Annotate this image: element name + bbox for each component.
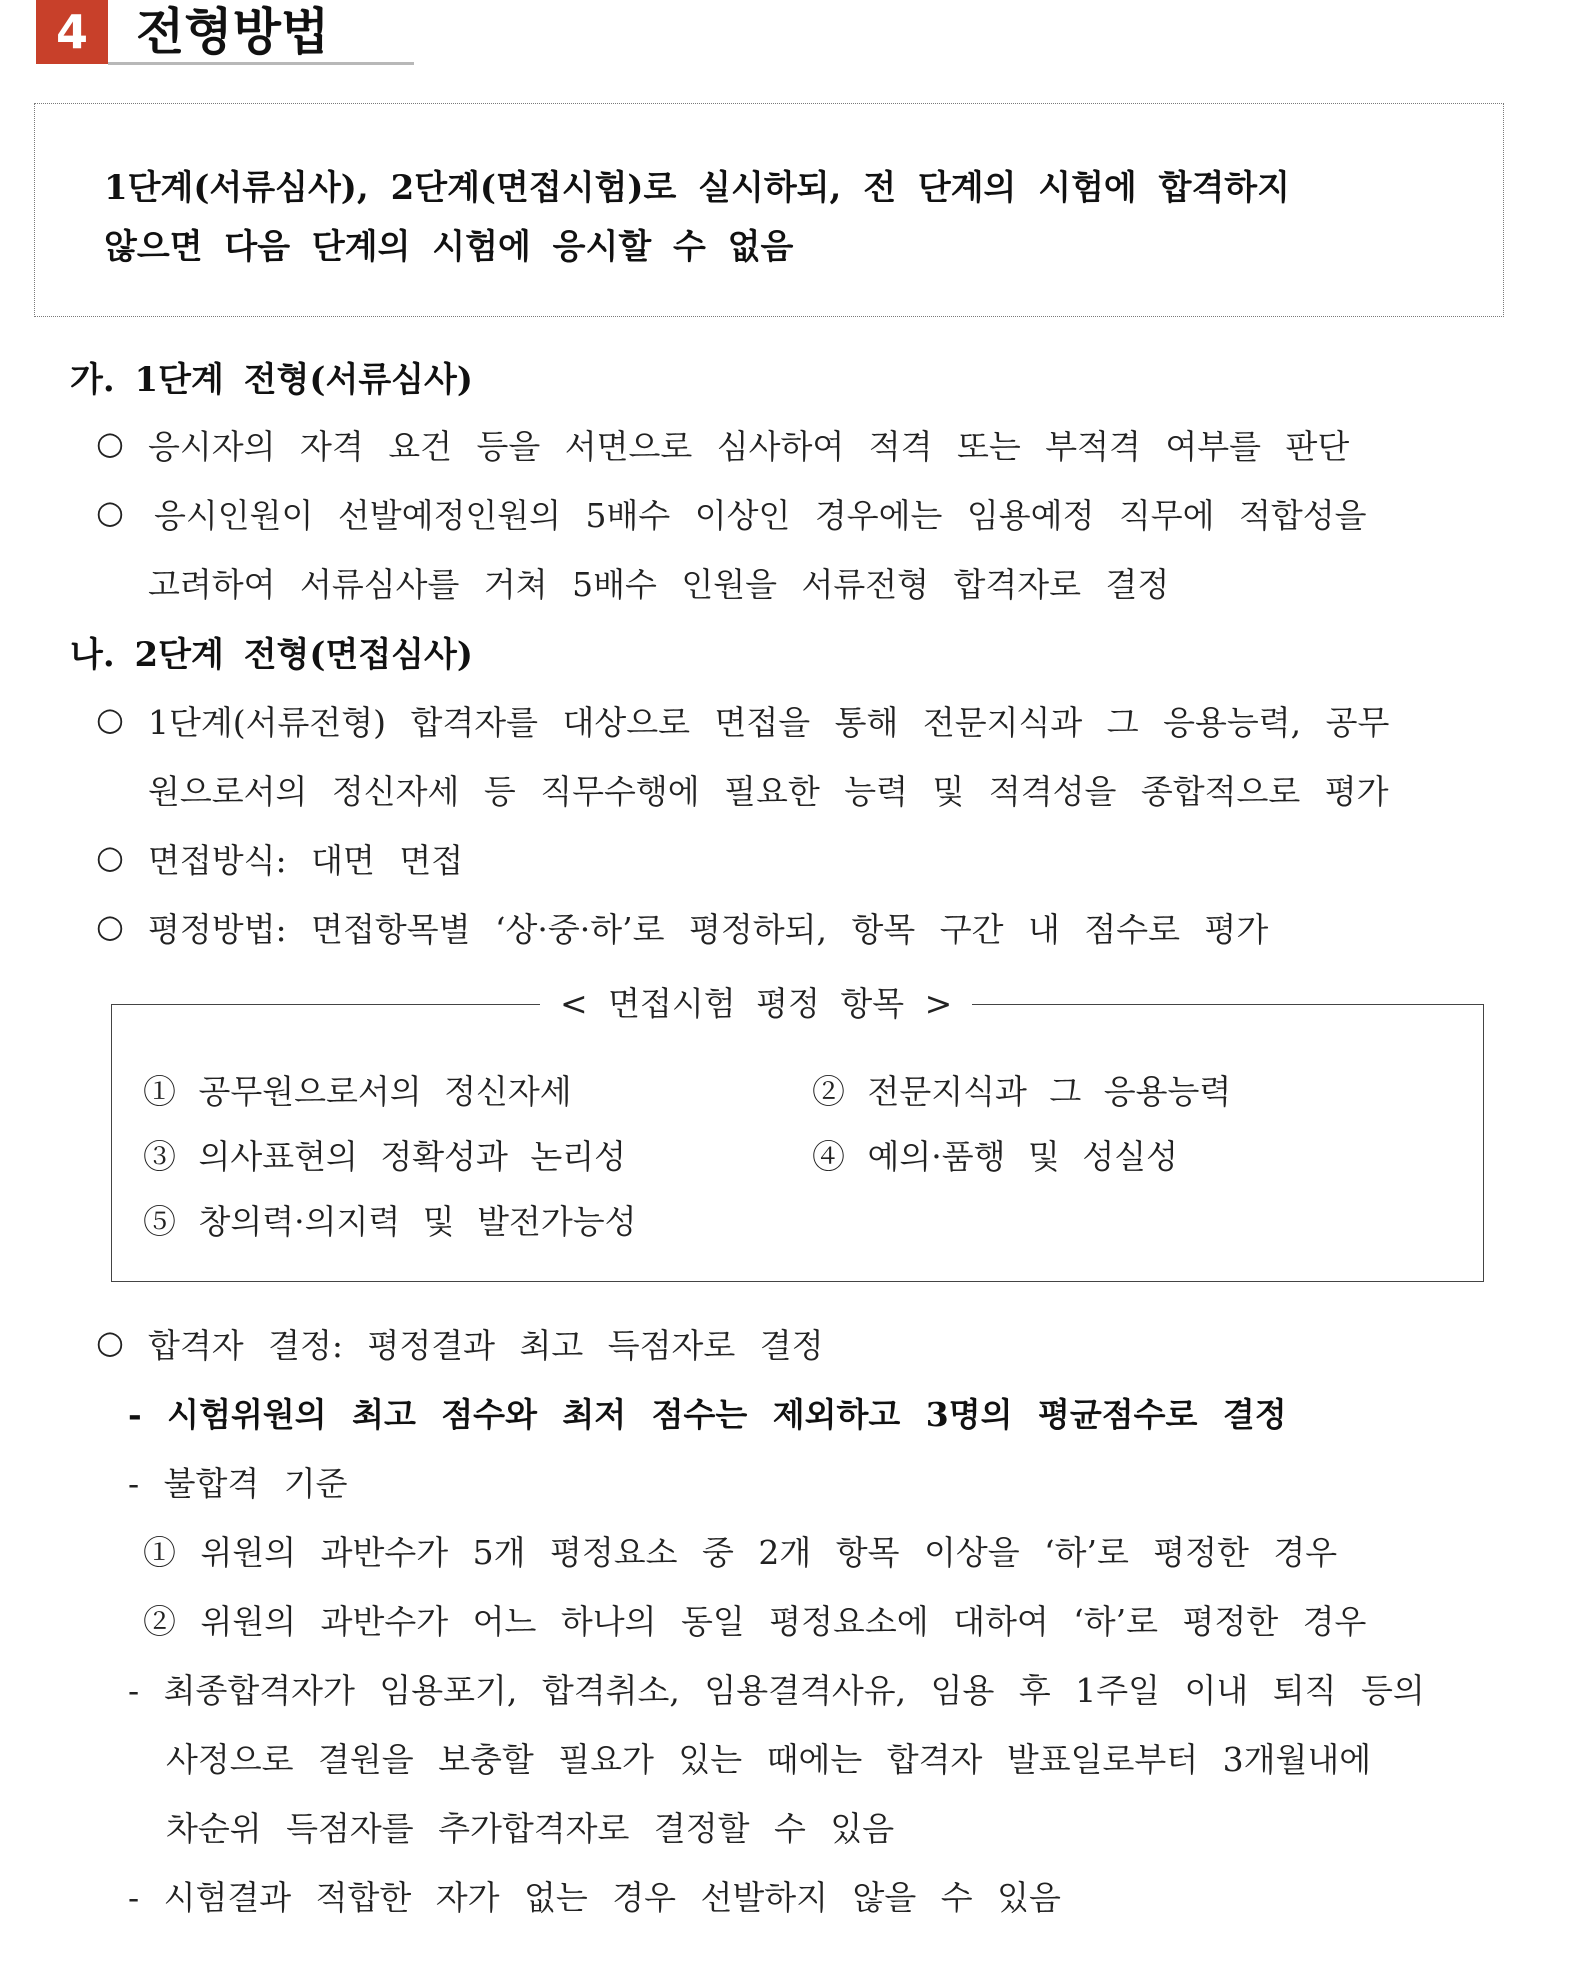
stage1-bullet-1: 응시자의 자격 요건 등을 서면으로 심사하여 적격 또는 부적격 여부를 판단 <box>148 427 1350 466</box>
stage2-heading: 나. 2단계 전형(면접심사) <box>70 635 473 675</box>
stage1-bullet-2-cont: 고려하여 서류심사를 거쳐 5배수 인원을 서류전형 합격자로 결정 <box>148 565 1170 604</box>
bullet-icon: ○ <box>96 493 124 531</box>
section-title-underline <box>108 62 414 65</box>
additional-pass-line-3: 차순위 득점자를 추가합격자로 결정할 수 있음 <box>166 1809 895 1848</box>
bullet-icon: ○ <box>96 838 124 876</box>
section-title: 전형방법 <box>136 3 330 61</box>
summary-line-1: 1단계(서류심사), 2단계(면접시험)로 실시하되, 전 단계의 시험에 합격하지 <box>104 168 1290 208</box>
bullet-icon: ○ <box>96 424 124 462</box>
fail-criteria-heading: - 불합격 기준 <box>128 1464 348 1503</box>
evaluation-item-2: ② 전문지식과 그 응용능력 <box>812 1072 1232 1111</box>
evaluation-item-1: ① 공무원으로서의 정신자세 <box>143 1072 572 1111</box>
evaluation-item-5: ⑤ 창의력·의지력 및 발전가능성 <box>143 1202 637 1241</box>
stage2-bullet-1: 1단계(서류전형) 합격자를 대상으로 면접을 통해 전문지식과 그 응용능력, 공무 <box>148 703 1390 742</box>
evaluation-item-3: ③ 의사표현의 정확성과 논리성 <box>143 1137 627 1176</box>
evaluation-item-4: ④ 예의·품행 및 성실성 <box>812 1137 1178 1176</box>
stage1-bullet-2: 응시인원이 선발예정인원의 5배수 이상인 경우에는 임용예정 직무에 적합성을 <box>154 496 1367 535</box>
summary-line-2: 않으면 다음 단계의 시험에 응시할 수 없음 <box>104 227 794 267</box>
bullet-icon: ○ <box>96 907 124 945</box>
stage1-heading: 가. 1단계 전형(서류심사) <box>70 360 473 400</box>
stage2-bullet-3: 평정방법: 면접항목별 ‘상·중·하’로 평정하되, 항목 구간 내 점수로 평가 <box>148 910 1269 949</box>
section-number: 4 <box>36 0 108 64</box>
bullet-icon: ○ <box>96 1323 124 1361</box>
additional-pass-line-1: - 최종합격자가 임용포기, 합격취소, 임용결격사유, 임용 후 1주일 이내 퇴직 등의 <box>128 1671 1425 1710</box>
additional-pass-line-2: 사정으로 결원을 보충할 필요가 있는 때에는 합격자 발표일로부터 3개월내에 <box>166 1740 1372 1779</box>
decision-text: 합격자 결정: 평정결과 최고 득점자로 결정 <box>148 1326 824 1365</box>
stage2-bullet-1-cont: 원으로서의 정신자세 등 직무수행에 필요한 능력 및 적격성을 종합적으로 평가 <box>148 772 1389 811</box>
no-selection-note: - 시험결과 적합한 자가 없는 경우 선발하지 않을 수 있음 <box>128 1878 1061 1917</box>
decision-rule-average: - 시험위원의 최고 점수와 최저 점수는 제외하고 3명의 평균점수로 결정 <box>128 1395 1287 1434</box>
summary-box <box>34 103 1504 317</box>
bullet-icon: ○ <box>96 700 124 738</box>
stage2-bullet-2: 면접방식: 대면 면접 <box>148 841 464 880</box>
fail-criterion-1: ① 위원의 과반수가 5개 평정요소 중 2개 항목 이상을 ‘하’로 평정한 경우 <box>143 1533 1338 1572</box>
evaluation-items-title: < 면접시험 평정 항목 > <box>540 978 972 1025</box>
fail-criterion-2: ② 위원의 과반수가 어느 하나의 동일 평정요소에 대하여 ‘하’로 평정한 경우 <box>143 1602 1367 1641</box>
